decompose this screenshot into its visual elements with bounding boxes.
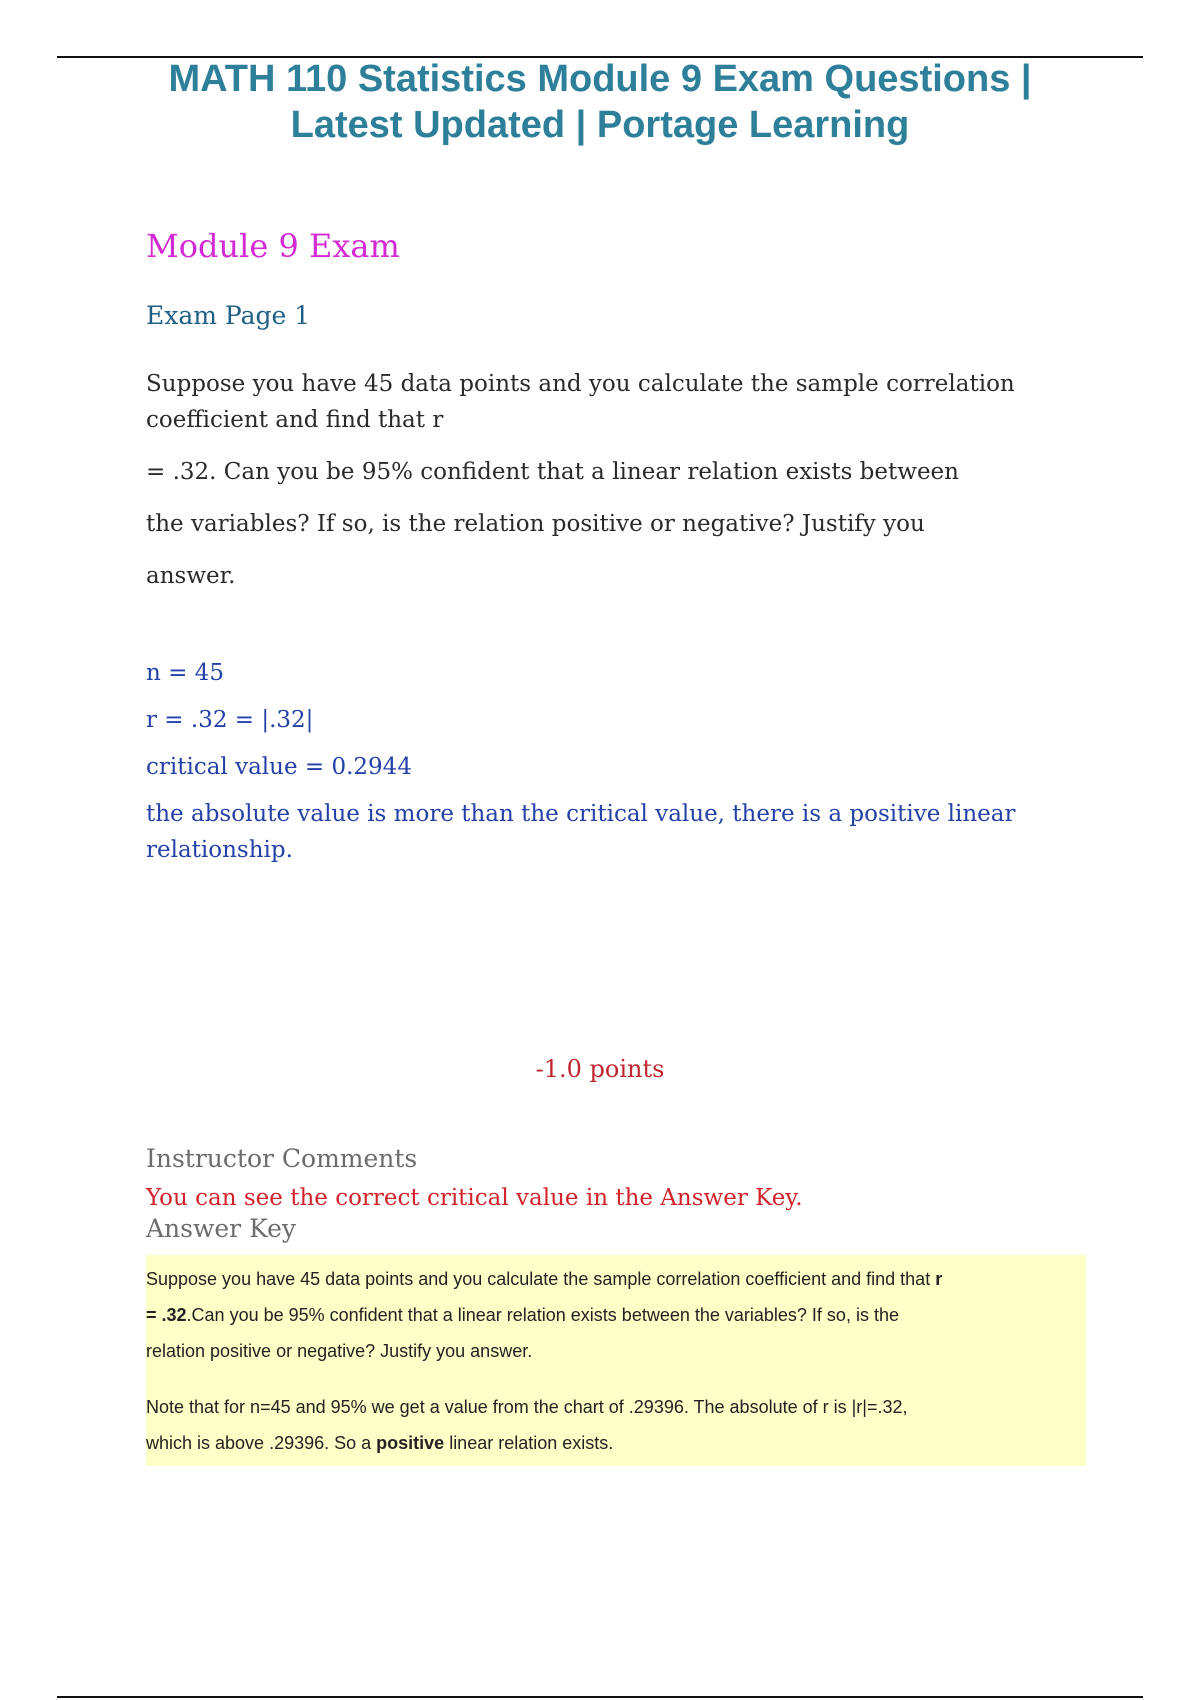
answer-key-text: Suppose you have 45 data points and you calculate the sample correlation coefficient and find that — [146, 1269, 936, 1289]
instructor-comment: You can see the correct critical value in the Answer Key. — [146, 1185, 803, 1211]
answer-r-value: r = .32 = |.32| — [146, 707, 314, 733]
exam-page-heading: Exam Page 1 — [146, 301, 311, 330]
question-line: coefficient and find that r — [146, 407, 444, 433]
answer-key-question-line — [146, 1255, 1086, 1297]
question-line: answer. — [146, 563, 236, 589]
answer-conclusion: the absolute value is more than the critical value, there is a positive linear relationship. — [146, 801, 1016, 863]
answer-key-question-line: relation positive or negative? Justify you answer. — [146, 1341, 533, 1361]
answer-key-text: .Can you be 95% confident that a linear relation exists between the variables? If so, is the — [186, 1305, 899, 1325]
instructor-comments-heading: Instructor Comments — [146, 1144, 418, 1173]
answer-key-note-line — [146, 1425, 1086, 1461]
document-title-line-2: Latest Updated | Portage Learning — [290, 104, 910, 146]
document-title-line-1: MATH 110 Statistics Module 9 Exam Questions | — [168, 58, 1032, 100]
answer-key-text: linear relation exists. — [444, 1433, 614, 1453]
answer-key-bold-text: positive — [376, 1433, 445, 1453]
answer-key-bold-text: = .32 — [146, 1305, 187, 1325]
answer-critical-value: critical value = 0.2944 — [146, 754, 412, 780]
answer-key-box — [146, 1255, 1086, 1466]
points-score: -1.0 points — [535, 1055, 665, 1083]
answer-key-text: which is above .29396. So a — [146, 1433, 377, 1453]
question-block — [146, 366, 1086, 602]
answer-key-heading: Answer Key — [146, 1214, 296, 1243]
answer-key-note-line: Note that for n=45 and 95% we get a value from the chart of .29396. The absolute of r is |r|=.32, — [146, 1397, 908, 1417]
bottom-rule — [57, 1696, 1143, 1698]
module-heading: Module 9 Exam — [146, 227, 400, 265]
answer-key-question-line — [146, 1297, 1086, 1333]
answer-n-value: n = 45 — [146, 660, 224, 686]
student-answer-block — [146, 650, 1086, 868]
question-line: the variables? If so, is the relation positive or negative? Justify you — [146, 511, 925, 537]
question-line: = .32. Can you be 95% confident that a linear relation exists between — [146, 459, 959, 485]
question-line: Suppose you have 45 data points and you calculate the sample correlation — [146, 371, 1015, 397]
document-title — [57, 56, 1143, 148]
answer-key-bold-text: r — [935, 1269, 943, 1289]
